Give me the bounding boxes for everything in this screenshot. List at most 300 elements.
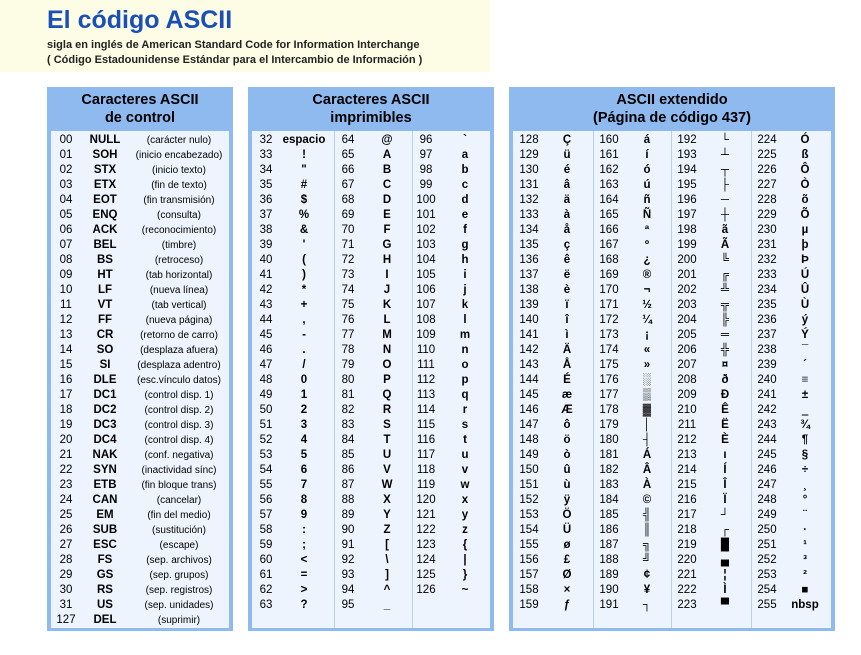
- printable-heading-line2: imprimibles: [330, 110, 412, 126]
- table-cell: 201: [677, 269, 697, 281]
- table-row: [51, 163, 229, 178]
- table-row: [252, 373, 490, 388]
- table-cell: H: [382, 254, 392, 266]
- table-cell: 114: [416, 404, 436, 416]
- table-cell: 147: [519, 419, 539, 431]
- extended-chars-heading: [509, 87, 835, 131]
- table-cell: ┼: [720, 209, 730, 221]
- table-cell: 187: [599, 539, 619, 551]
- table-cell: 128: [519, 134, 539, 146]
- table-cell: 122: [416, 524, 436, 536]
- table-cell: (inicio encabezado): [135, 150, 223, 161]
- table-cell: 211: [677, 419, 697, 431]
- table-row: [513, 463, 831, 478]
- table-row: [252, 148, 490, 163]
- table-cell: ¬: [643, 284, 651, 296]
- table-cell: Ç: [562, 134, 572, 146]
- table-cell: (desplaza afuera): [140, 345, 218, 356]
- table-cell: 15: [59, 359, 73, 371]
- table-cell: ╠: [720, 314, 730, 326]
- table-cell: DLE: [93, 374, 117, 386]
- table-cell: 29: [59, 569, 73, 581]
- table-cell: (conf. negativa): [144, 450, 214, 461]
- table-cell: 80: [341, 374, 355, 386]
- table-cell: (sep. unidades): [144, 600, 214, 611]
- table-cell: w: [460, 479, 470, 491]
- table-cell: þ: [801, 239, 809, 251]
- table-cell: (reconocimiento): [141, 225, 217, 236]
- table-cell: 210: [677, 404, 697, 416]
- table-cell: ESC: [93, 539, 117, 551]
- table-cell: 0: [300, 374, 308, 386]
- table-cell: Ú: [800, 269, 810, 281]
- table-cell: FS: [97, 554, 113, 566]
- table-cell: ETB: [93, 479, 117, 491]
- table-cell: 126: [416, 584, 436, 596]
- table-cell: ,: [302, 314, 306, 326]
- table-cell: 5: [300, 449, 308, 461]
- printable-chars-heading: [248, 87, 494, 131]
- table-cell: (sep. registros): [145, 585, 213, 596]
- table-cell: i: [463, 269, 467, 281]
- table-cell: ┘: [720, 509, 730, 521]
- table-cell: 245: [757, 449, 777, 461]
- table-row: [51, 508, 229, 523]
- table-cell: 19: [59, 419, 73, 431]
- table-row: [51, 283, 229, 298]
- table-cell: BS: [97, 254, 113, 266]
- table-cell: V: [383, 464, 391, 476]
- table-cell: 61: [259, 569, 273, 581]
- table-cell: 101: [416, 209, 436, 221]
- table-cell: ╔: [720, 269, 730, 281]
- table-cell: 97: [419, 149, 433, 161]
- table-cell: 243: [757, 419, 777, 431]
- table-cell: ×: [563, 584, 571, 596]
- table-cell: 208: [677, 374, 697, 386]
- table-cell: ▀: [720, 599, 730, 611]
- table-cell: 31: [59, 599, 73, 611]
- table-row: [513, 478, 831, 493]
- table-cell: 71: [341, 239, 355, 251]
- table-cell: h: [461, 254, 469, 266]
- table-cell: 215: [677, 479, 697, 491]
- table-row: [252, 133, 490, 148]
- table-cell: 151: [519, 479, 539, 491]
- table-cell: ¼: [642, 314, 652, 326]
- table-cell: 177: [599, 389, 619, 401]
- table-cell: ^: [383, 584, 391, 596]
- table-cell: (sep. archivos): [146, 555, 212, 566]
- table-cell: 153: [519, 509, 539, 521]
- table-cell: nbsp: [791, 599, 819, 611]
- table-row: [252, 283, 490, 298]
- table-cell: ı: [723, 449, 727, 461]
- table-row: [51, 553, 229, 568]
- table-cell: º: [644, 239, 650, 251]
- table-cell: ¥: [643, 584, 651, 596]
- table-cell: 18: [59, 404, 73, 416]
- table-row: [513, 343, 831, 358]
- table-row: [513, 568, 831, 583]
- table-cell: °: [802, 494, 808, 506]
- table-cell: (control disp. 2): [144, 405, 214, 416]
- table-cell: ": [301, 164, 307, 176]
- table-cell: s: [461, 419, 469, 431]
- table-cell: (inactividad sínc): [141, 465, 217, 476]
- table-row: [51, 568, 229, 583]
- table-cell: 7: [300, 479, 308, 491]
- table-cell: ·: [803, 524, 807, 536]
- table-cell: #: [300, 179, 308, 191]
- table-cell: »: [643, 359, 651, 371]
- table-cell: 171: [599, 299, 619, 311]
- table-cell: 155: [519, 539, 539, 551]
- table-cell: P: [383, 374, 391, 386]
- table-cell: A: [382, 149, 392, 161]
- table-cell: (nueva página): [145, 315, 213, 326]
- table-cell: 51: [259, 419, 273, 431]
- table-cell: 205: [677, 329, 697, 341]
- table-cell: 186: [599, 524, 619, 536]
- table-cell: (inicio texto): [152, 165, 206, 176]
- table-cell: r: [462, 404, 468, 416]
- table-row: [513, 418, 831, 433]
- table-cell: +: [300, 299, 308, 311]
- table-row: [51, 388, 229, 403]
- table-row: [252, 433, 490, 448]
- table-cell: 69: [341, 209, 355, 221]
- table-cell: 194: [677, 164, 697, 176]
- table-row: [51, 538, 229, 553]
- table-cell: ô: [563, 419, 571, 431]
- table-cell: ú: [643, 179, 651, 191]
- table-cell: 219: [677, 539, 697, 551]
- table-row: [51, 223, 229, 238]
- table-cell: 192: [677, 134, 697, 146]
- table-row: [51, 613, 229, 628]
- table-cell: ACK: [92, 224, 118, 236]
- table-cell: (consulta): [157, 210, 201, 221]
- table-cell: I: [385, 269, 389, 281]
- table-cell: 118: [416, 464, 436, 476]
- table-cell: 43: [259, 299, 273, 311]
- table-cell: }: [462, 569, 468, 581]
- table-cell: 139: [519, 299, 539, 311]
- page-title: El código ASCII: [47, 6, 233, 34]
- table-cell: ©: [642, 494, 652, 506]
- table-cell: K: [382, 299, 392, 311]
- table-cell: 174: [599, 344, 619, 356]
- table-cell: 07: [59, 239, 73, 251]
- table-cell: (fin bloque trans): [141, 480, 217, 491]
- table-cell: Ã: [720, 239, 730, 251]
- table-cell: [: [385, 539, 389, 551]
- table-cell: «: [643, 344, 651, 356]
- table-cell: 48: [259, 374, 273, 386]
- printable-heading-line1: Caracteres ASCII: [312, 92, 430, 108]
- table-cell: 146: [519, 404, 539, 416]
- table-cell: Ð: [720, 389, 730, 401]
- table-cell: ▄: [720, 554, 730, 566]
- table-cell: 14: [59, 344, 73, 356]
- table-cell: ´: [803, 359, 807, 371]
- table-cell: 78: [341, 344, 355, 356]
- table-cell: Ñ: [642, 209, 652, 221]
- table-cell: ¨: [803, 509, 807, 521]
- table-cell: m: [459, 329, 471, 341]
- table-cell: 216: [677, 494, 697, 506]
- table-cell: ;: [302, 539, 306, 551]
- table-cell: ┐: [642, 599, 652, 611]
- table-cell: ¢: [643, 569, 651, 581]
- table-cell: 204: [677, 314, 697, 326]
- table-cell: 105: [416, 269, 436, 281]
- table-cell: 248: [757, 494, 777, 506]
- table-cell: ╣: [642, 509, 652, 521]
- table-cell: DC3: [93, 419, 117, 431]
- table-cell: (: [302, 254, 306, 266]
- table-cell: 234: [757, 284, 777, 296]
- table-cell: x: [461, 494, 469, 506]
- table-cell: ð: [721, 374, 729, 386]
- table-cell: 53: [259, 449, 273, 461]
- table-cell: <: [300, 554, 308, 566]
- table-cell: ¾: [800, 419, 810, 431]
- table-cell: 39: [259, 239, 273, 251]
- table-row: [51, 463, 229, 478]
- table-cell: 66: [341, 164, 355, 176]
- table-cell: NULL: [89, 134, 121, 146]
- table-cell: 222: [677, 584, 697, 596]
- table-cell: 220: [677, 554, 697, 566]
- table-cell: (desplaza adentro): [137, 360, 221, 371]
- table-cell: 120: [416, 494, 436, 506]
- table-row: [513, 133, 831, 148]
- table-row: [252, 253, 490, 268]
- table-cell: ß: [801, 149, 809, 161]
- table-cell: 161: [599, 149, 619, 161]
- table-cell: ETX: [93, 179, 117, 191]
- extended-chars-table: [513, 131, 831, 628]
- table-cell: é: [563, 164, 571, 176]
- table-row: [513, 148, 831, 163]
- table-cell: 26: [59, 524, 73, 536]
- table-cell: Á: [642, 449, 652, 461]
- table-cell: 27: [59, 539, 73, 551]
- table-row: [513, 163, 831, 178]
- table-cell: n: [461, 344, 469, 356]
- table-cell: 190: [599, 584, 619, 596]
- table-cell: 104: [416, 254, 436, 266]
- table-cell: 196: [677, 194, 697, 206]
- table-row: [513, 208, 831, 223]
- table-cell: û: [563, 464, 571, 476]
- table-cell: 62: [259, 584, 273, 596]
- table-cell: ═: [720, 329, 730, 341]
- table-cell: È: [721, 434, 729, 446]
- table-row: [513, 223, 831, 238]
- table-cell: ü: [563, 149, 571, 161]
- table-cell: ƒ: [563, 599, 571, 611]
- table-cell: 143: [519, 359, 539, 371]
- table-cell: $: [300, 194, 308, 206]
- table-cell: %: [298, 209, 310, 221]
- table-row: [51, 298, 229, 313]
- table-row: [513, 553, 831, 568]
- table-cell: ╚: [720, 254, 730, 266]
- table-cell: 198: [677, 224, 697, 236]
- table-cell: 238: [757, 344, 777, 356]
- table-cell: .: [302, 344, 306, 356]
- table-row: [51, 133, 229, 148]
- table-cell: 157: [519, 569, 539, 581]
- table-cell: 55: [259, 479, 273, 491]
- table-row: [252, 223, 490, 238]
- table-row: [51, 238, 229, 253]
- table-cell: õ: [801, 194, 809, 206]
- printable-chars-panel: [248, 87, 494, 631]
- subtitle-spanish: ( Código Estadounidense Estándar para el Intercambio de Información ): [47, 54, 423, 66]
- table-cell: M: [382, 329, 392, 341]
- table-cell: 72: [341, 254, 355, 266]
- table-cell: 237: [757, 329, 777, 341]
- table-row: [51, 253, 229, 268]
- table-cell: (suprimir): [157, 615, 201, 626]
- table-cell: NAK: [92, 449, 118, 461]
- table-cell: 130: [519, 164, 539, 176]
- table-cell: 233: [757, 269, 777, 281]
- table-cell: 111: [417, 359, 435, 371]
- table-row: [513, 523, 831, 538]
- table-cell: ñ: [643, 194, 651, 206]
- table-cell: ║: [642, 524, 652, 536]
- table-row: [513, 403, 831, 418]
- table-row: [252, 313, 490, 328]
- table-cell: 150: [519, 464, 539, 476]
- table-row: [513, 373, 831, 388]
- table-cell: SUB: [92, 524, 118, 536]
- table-row: [51, 313, 229, 328]
- table-row: [252, 343, 490, 358]
- table-cell: 125: [416, 569, 436, 581]
- table-cell: 38: [259, 224, 273, 236]
- table-cell: Ó: [800, 134, 810, 146]
- table-cell: ÷: [801, 464, 809, 476]
- table-cell: y: [461, 509, 469, 521]
- printable-chars-table: [252, 131, 490, 628]
- table-cell: 79: [341, 359, 355, 371]
- table-cell: =: [300, 569, 308, 581]
- table-cell: (tab horizontal): [145, 270, 213, 281]
- table-cell: (control disp. 4): [144, 435, 214, 446]
- table-cell: DEL: [93, 614, 117, 626]
- table-cell: 172: [599, 314, 619, 326]
- table-cell: f: [463, 224, 467, 236]
- table-cell: 107: [416, 299, 436, 311]
- table-cell: 42: [259, 284, 273, 296]
- table-cell: Î: [723, 479, 727, 491]
- table-cell: Å: [562, 359, 572, 371]
- table-row: [51, 343, 229, 358]
- table-cell: ã: [721, 224, 729, 236]
- table-cell: HT: [97, 269, 113, 281]
- table-cell: 212: [677, 434, 697, 446]
- table-cell: 252: [757, 554, 777, 566]
- table-cell: 12: [59, 314, 73, 326]
- table-cell: 123: [416, 539, 436, 551]
- table-row: [513, 388, 831, 403]
- subtitle-english: sigla en inglés de American Standard Code for Information Interchange: [47, 39, 420, 51]
- table-cell: ÿ: [563, 494, 571, 506]
- table-cell: {: [462, 539, 468, 551]
- table-cell: æ: [561, 389, 573, 401]
- table-cell: 100: [416, 194, 436, 206]
- table-cell: 45: [259, 329, 273, 341]
- table-row: [513, 178, 831, 193]
- table-row: [513, 298, 831, 313]
- table-cell: 162: [599, 164, 619, 176]
- table-cell: 249: [757, 509, 777, 521]
- table-cell: (sep. grupos): [149, 570, 209, 581]
- table-cell: EM: [96, 509, 114, 521]
- table-cell: ╦: [720, 299, 730, 311]
- table-cell: GS: [96, 569, 114, 581]
- table-cell: 11: [60, 299, 72, 311]
- table-cell: 05: [59, 209, 73, 221]
- table-cell: 129: [519, 149, 539, 161]
- table-cell: (cancelar): [156, 495, 202, 506]
- table-cell: 34: [259, 164, 273, 176]
- table-row: [252, 448, 490, 463]
- table-cell: 242: [757, 404, 777, 416]
- table-cell: 182: [599, 464, 619, 476]
- table-cell: 176: [599, 374, 619, 386]
- table-cell: 67: [341, 179, 355, 191]
- table-cell: 244: [757, 434, 777, 446]
- table-cell: ö: [563, 434, 571, 446]
- table-cell: N: [382, 344, 392, 356]
- table-row: [252, 193, 490, 208]
- table-cell: 75: [341, 299, 355, 311]
- table-cell: 230: [757, 224, 777, 236]
- table-cell: 236: [757, 314, 777, 326]
- table-cell: Ü: [562, 524, 572, 536]
- table-row: [51, 598, 229, 613]
- table-row: [252, 268, 490, 283]
- table-row: [51, 418, 229, 433]
- table-row: [252, 598, 490, 613]
- table-cell: 63: [259, 599, 273, 611]
- table-cell: 115: [416, 419, 436, 431]
- table-cell: o: [461, 359, 469, 371]
- table-cell: 199: [677, 239, 697, 251]
- table-row: [513, 358, 831, 373]
- table-row: [513, 433, 831, 448]
- table-cell: S: [383, 419, 391, 431]
- table-cell: µ: [801, 224, 809, 236]
- table-cell: 87: [341, 479, 355, 491]
- table-cell: 92: [341, 554, 355, 566]
- table-row: [252, 568, 490, 583]
- table-cell: Y: [383, 509, 391, 521]
- table-cell: 254: [757, 584, 777, 596]
- table-cell: &: [299, 224, 309, 236]
- table-cell: 148: [519, 434, 539, 446]
- table-cell: u: [461, 449, 469, 461]
- table-cell: ±: [801, 389, 809, 401]
- table-cell: ─: [720, 194, 730, 206]
